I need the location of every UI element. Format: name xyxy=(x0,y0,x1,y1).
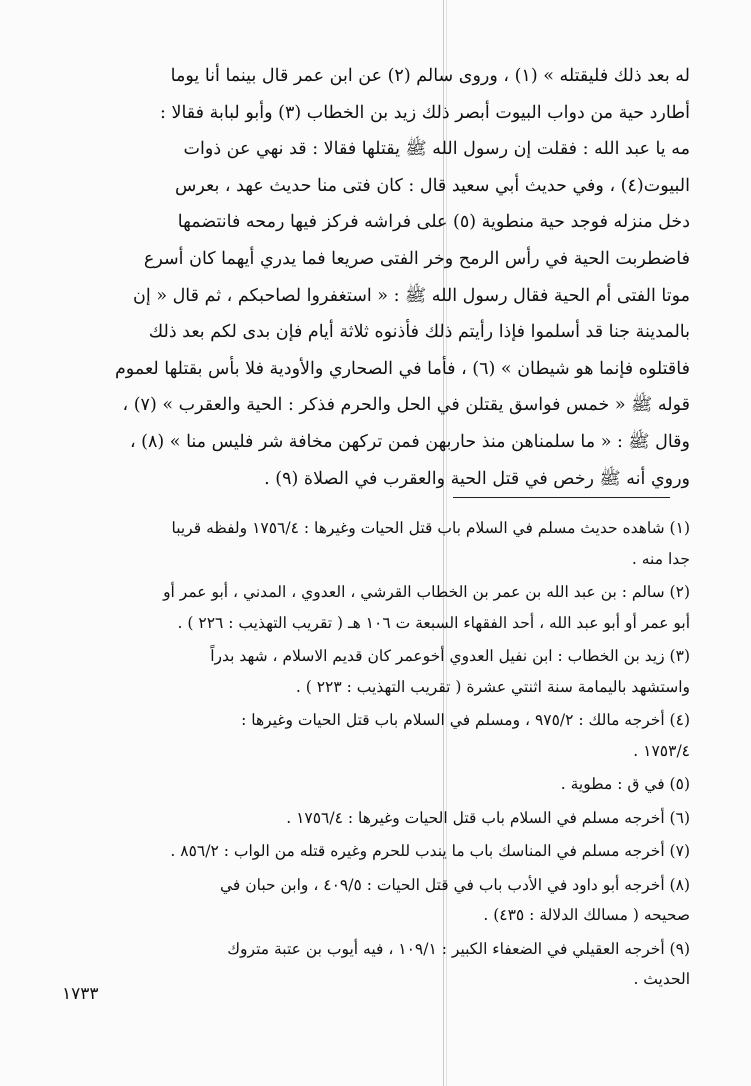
footnote-line: (٦) أخرجه مسلم في السلام باب قتل الحيات وغيرها : ١٧٥٦/٤ . xyxy=(286,808,690,827)
footnote-8 xyxy=(64,870,690,931)
page-number: ١٧٣٣ xyxy=(62,984,99,1004)
body-line: فاضطربت الحية في رأس الرمح وخر الفتى صريعا فما يدري أيهما كان أسرع xyxy=(143,248,690,269)
footnote-6 xyxy=(64,803,690,834)
footnote-line: جدا منه . xyxy=(631,549,690,568)
footnote-line: (٧) أخرجه مسلم في المناسك باب ما يندب للحرم وغيره قتله من الواب : ٨٥٦/٢ . xyxy=(170,842,690,860)
footnote-7 xyxy=(64,836,690,867)
footnote-line: (١) شاهده حديث مسلم في السلام باب قتل الحيات وغيرها : ١٧٥٦/٤ ولفظه قريبا xyxy=(171,519,690,537)
footnote-9 xyxy=(64,934,690,995)
body-line: وروي أنه ﷺ رخص في قتل الحية والعقرب في الصلاة (٩) . xyxy=(264,468,690,489)
body-line: وقال ﷺ : « ما سلمناهن منذ حاربهن فمن تركهن مخافة شر فليس منا » (٨) ، xyxy=(129,431,690,452)
footnote-line: (٣) زيد بن الخطاب : ابن نفيل العدوي أخوعمر كان قديم الاسلام ، شهد بدراً xyxy=(210,647,690,665)
body-line: بالمدينة جنا قد أسلموا فإذا رأيتم ذلك فأذنوه ثلاثة أيام فإن بدى لكم بعد ذلك xyxy=(148,322,690,343)
footnote-3 xyxy=(64,641,690,702)
body-line: البيوت(٤) ، وفي حديث أبي سعيد قال : كان فتى منا حديث عهد ، بعرس xyxy=(175,175,690,196)
footnote-line: (٢) سالم : بن عبد الله بن عمر بن الخطاب القرشي ، العدوي ، المدني ، أبو عمر أو xyxy=(163,583,690,601)
footnote-5 xyxy=(64,769,690,800)
body-line: فاقتلوه فإنما هو شيطان » (٦) ، فأما في الصحاري والأودية فلا بأس بقتلها لعموم xyxy=(114,358,690,379)
footnote-line: واستشهد باليمامة سنة اثنتي عشرة ( تقريب التهذيب : ٢٢٣ ) . xyxy=(295,677,690,696)
footnotes xyxy=(64,513,690,995)
body-line: قوله ﷺ « خمس فواسق يقتلن في الحل والحرم فذكر : الحية والعقرب » (٧) ، xyxy=(122,395,690,416)
footnote-line: الحديث . xyxy=(633,970,690,988)
footnote-1 xyxy=(64,513,690,574)
body-line: له بعد ذلك فليقتله » (١) ، وروى سالم (٢) عن ابن عمر قال بينما أنا يوما xyxy=(170,66,690,86)
body-line: دخل منزله فوجد حية منطوية (٥) على فراشه فركز فيها رمحه فانتضمها xyxy=(177,212,690,233)
footnote-line: (٤) أخرجه مالك : ٩٧٥/٢ ، ومسلم في السلام باب قتل الحيات وغيرها : xyxy=(241,711,690,729)
footnote-line: (٥) في ق : مطوية . xyxy=(560,775,690,793)
footnote-2 xyxy=(64,577,690,638)
footnote-divider xyxy=(453,497,670,498)
footnote-line: (٩) أخرجه العقيلي في الضعفاء الكبير : ١٠٩/١ ، فيه أيوب بن عتبة متروك xyxy=(227,939,690,958)
footnote-line: صحيحه ( مسالك الدلالة : ٤٣٥) . xyxy=(483,906,690,924)
footnote-line: أبو عمر أو أبو عبد الله ، أحد الفقهاء السبعة ت ١٠٦ هـ ( تقريب التهذيب : ٢٢٦ ) . xyxy=(177,613,690,632)
body-line: أطارد حية من دواب البيوت أبصر ذلك زيد بن الخطاب (٣) وأبو لبابة فقالا : xyxy=(160,102,690,123)
body-line: موتا الفتى أم الحية فقال رسول الله ﷺ : « استغفروا لصاحبكم ، ثم قال « إن xyxy=(133,285,690,306)
body-line: مه يا عبد الله : فقلت إن رسول الله ﷺ يقتلها فقالا : قد نهي عن ذوات xyxy=(183,139,690,160)
footnote-line: (٨) أخرجه أبو داود في الأدب باب في قتل الحيات : ٤٠٩/٥ ، وابن حبان في xyxy=(219,875,690,894)
main-text xyxy=(64,58,690,497)
footnote-line: ١٧٥٣/٤ . xyxy=(633,741,690,760)
footnote-4 xyxy=(64,705,690,766)
